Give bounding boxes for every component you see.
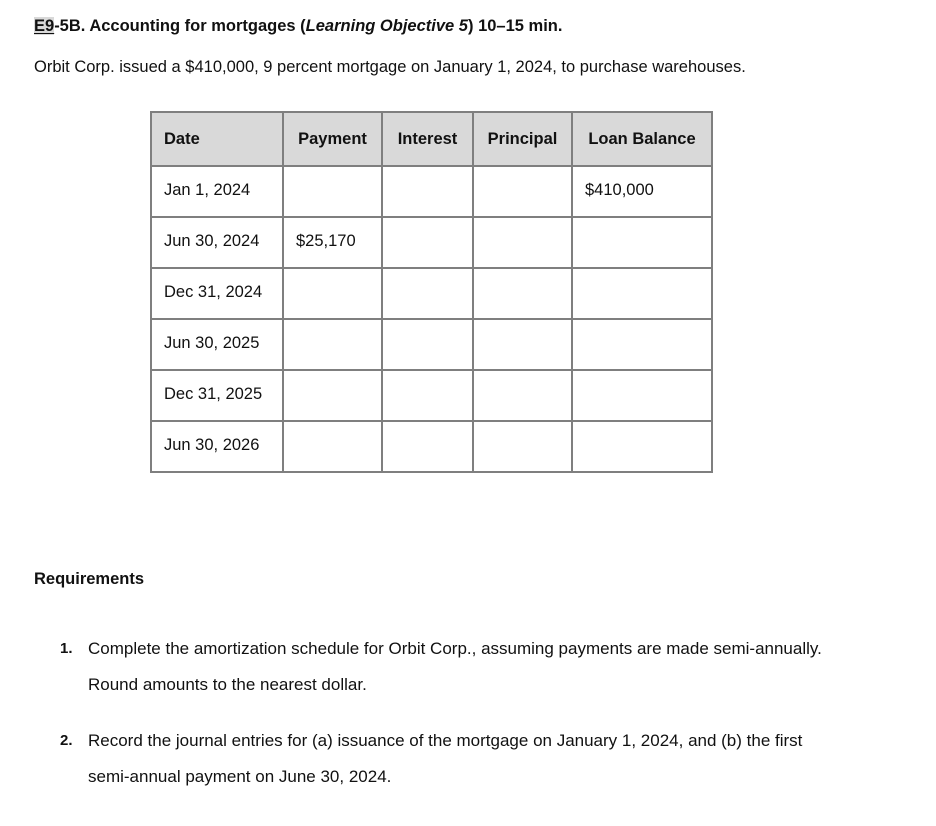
requirement-text: Record the journal entries for (a) issuance of the mortgage on January 1, 2024, and (b) the first semi-annual payment on June 30, 2024. (88, 731, 803, 786)
header-interest: Interest (382, 112, 473, 166)
table-row (151, 319, 712, 370)
header-principal: Principal (473, 112, 572, 166)
requirement-number: 1. (60, 640, 73, 657)
requirements-heading: Requirements (34, 570, 145, 588)
cell-date: Jun 30, 2024 (151, 217, 283, 268)
table-row (151, 217, 712, 268)
intro-text: Orbit Corp. issued a $410,000, 9 percent mortgage on January 1, 2024, to purchase warehouses. (34, 58, 746, 76)
cell-principal[interactable] (473, 166, 572, 217)
cell-date: Jan 1, 2024 (151, 166, 283, 217)
exercise-title (34, 17, 562, 36)
amortization-table (150, 111, 713, 473)
cell-payment[interactable] (283, 166, 382, 217)
table-row (151, 370, 712, 421)
cell-balance[interactable]: $410,000 (572, 166, 712, 217)
cell-payment[interactable]: $25,170 (283, 217, 382, 268)
cell-balance[interactable] (572, 319, 712, 370)
cell-principal[interactable] (473, 421, 572, 472)
cell-date: Dec 31, 2025 (151, 370, 283, 421)
exercise-code: E9 (34, 17, 55, 35)
cell-interest[interactable] (382, 268, 473, 319)
cell-date: Dec 31, 2024 (151, 268, 283, 319)
cell-payment[interactable] (283, 268, 382, 319)
cell-interest[interactable] (382, 421, 473, 472)
table-header-row (151, 112, 712, 166)
table-row (151, 421, 712, 472)
cell-principal[interactable] (473, 370, 572, 421)
cell-principal[interactable] (473, 319, 572, 370)
cell-interest[interactable] (382, 217, 473, 268)
cell-balance[interactable] (572, 421, 712, 472)
cell-payment[interactable] (283, 370, 382, 421)
header-date: Date (151, 112, 283, 166)
requirement-number: 2. (60, 732, 73, 749)
cell-payment[interactable] (283, 421, 382, 472)
exercise-time: ) 10–15 min. (467, 17, 563, 35)
cell-interest[interactable] (382, 370, 473, 421)
requirement-item (60, 723, 840, 795)
cell-principal[interactable] (473, 268, 572, 319)
cell-balance[interactable] (572, 217, 712, 268)
cell-interest[interactable] (382, 166, 473, 217)
exercise-title-text: -5B. Accounting for mortgages ( (54, 17, 306, 35)
header-loan-balance: Loan Balance (572, 112, 712, 166)
cell-date: Jun 30, 2025 (151, 319, 283, 370)
cell-date: Jun 30, 2026 (151, 421, 283, 472)
cell-payment[interactable] (283, 319, 382, 370)
requirement-text: Complete the amortization schedule for Orbit Corp., assuming payments are made semi-annually. Round amounts to the nearest dollar. (88, 639, 822, 694)
cell-balance[interactable] (572, 370, 712, 421)
table-row (151, 268, 712, 319)
learning-objective: Learning Objective 5 (305, 17, 468, 35)
table-row (151, 166, 712, 217)
header-payment: Payment (283, 112, 382, 166)
cell-interest[interactable] (382, 319, 473, 370)
requirement-item (60, 631, 840, 703)
cell-balance[interactable] (572, 268, 712, 319)
cell-principal[interactable] (473, 217, 572, 268)
